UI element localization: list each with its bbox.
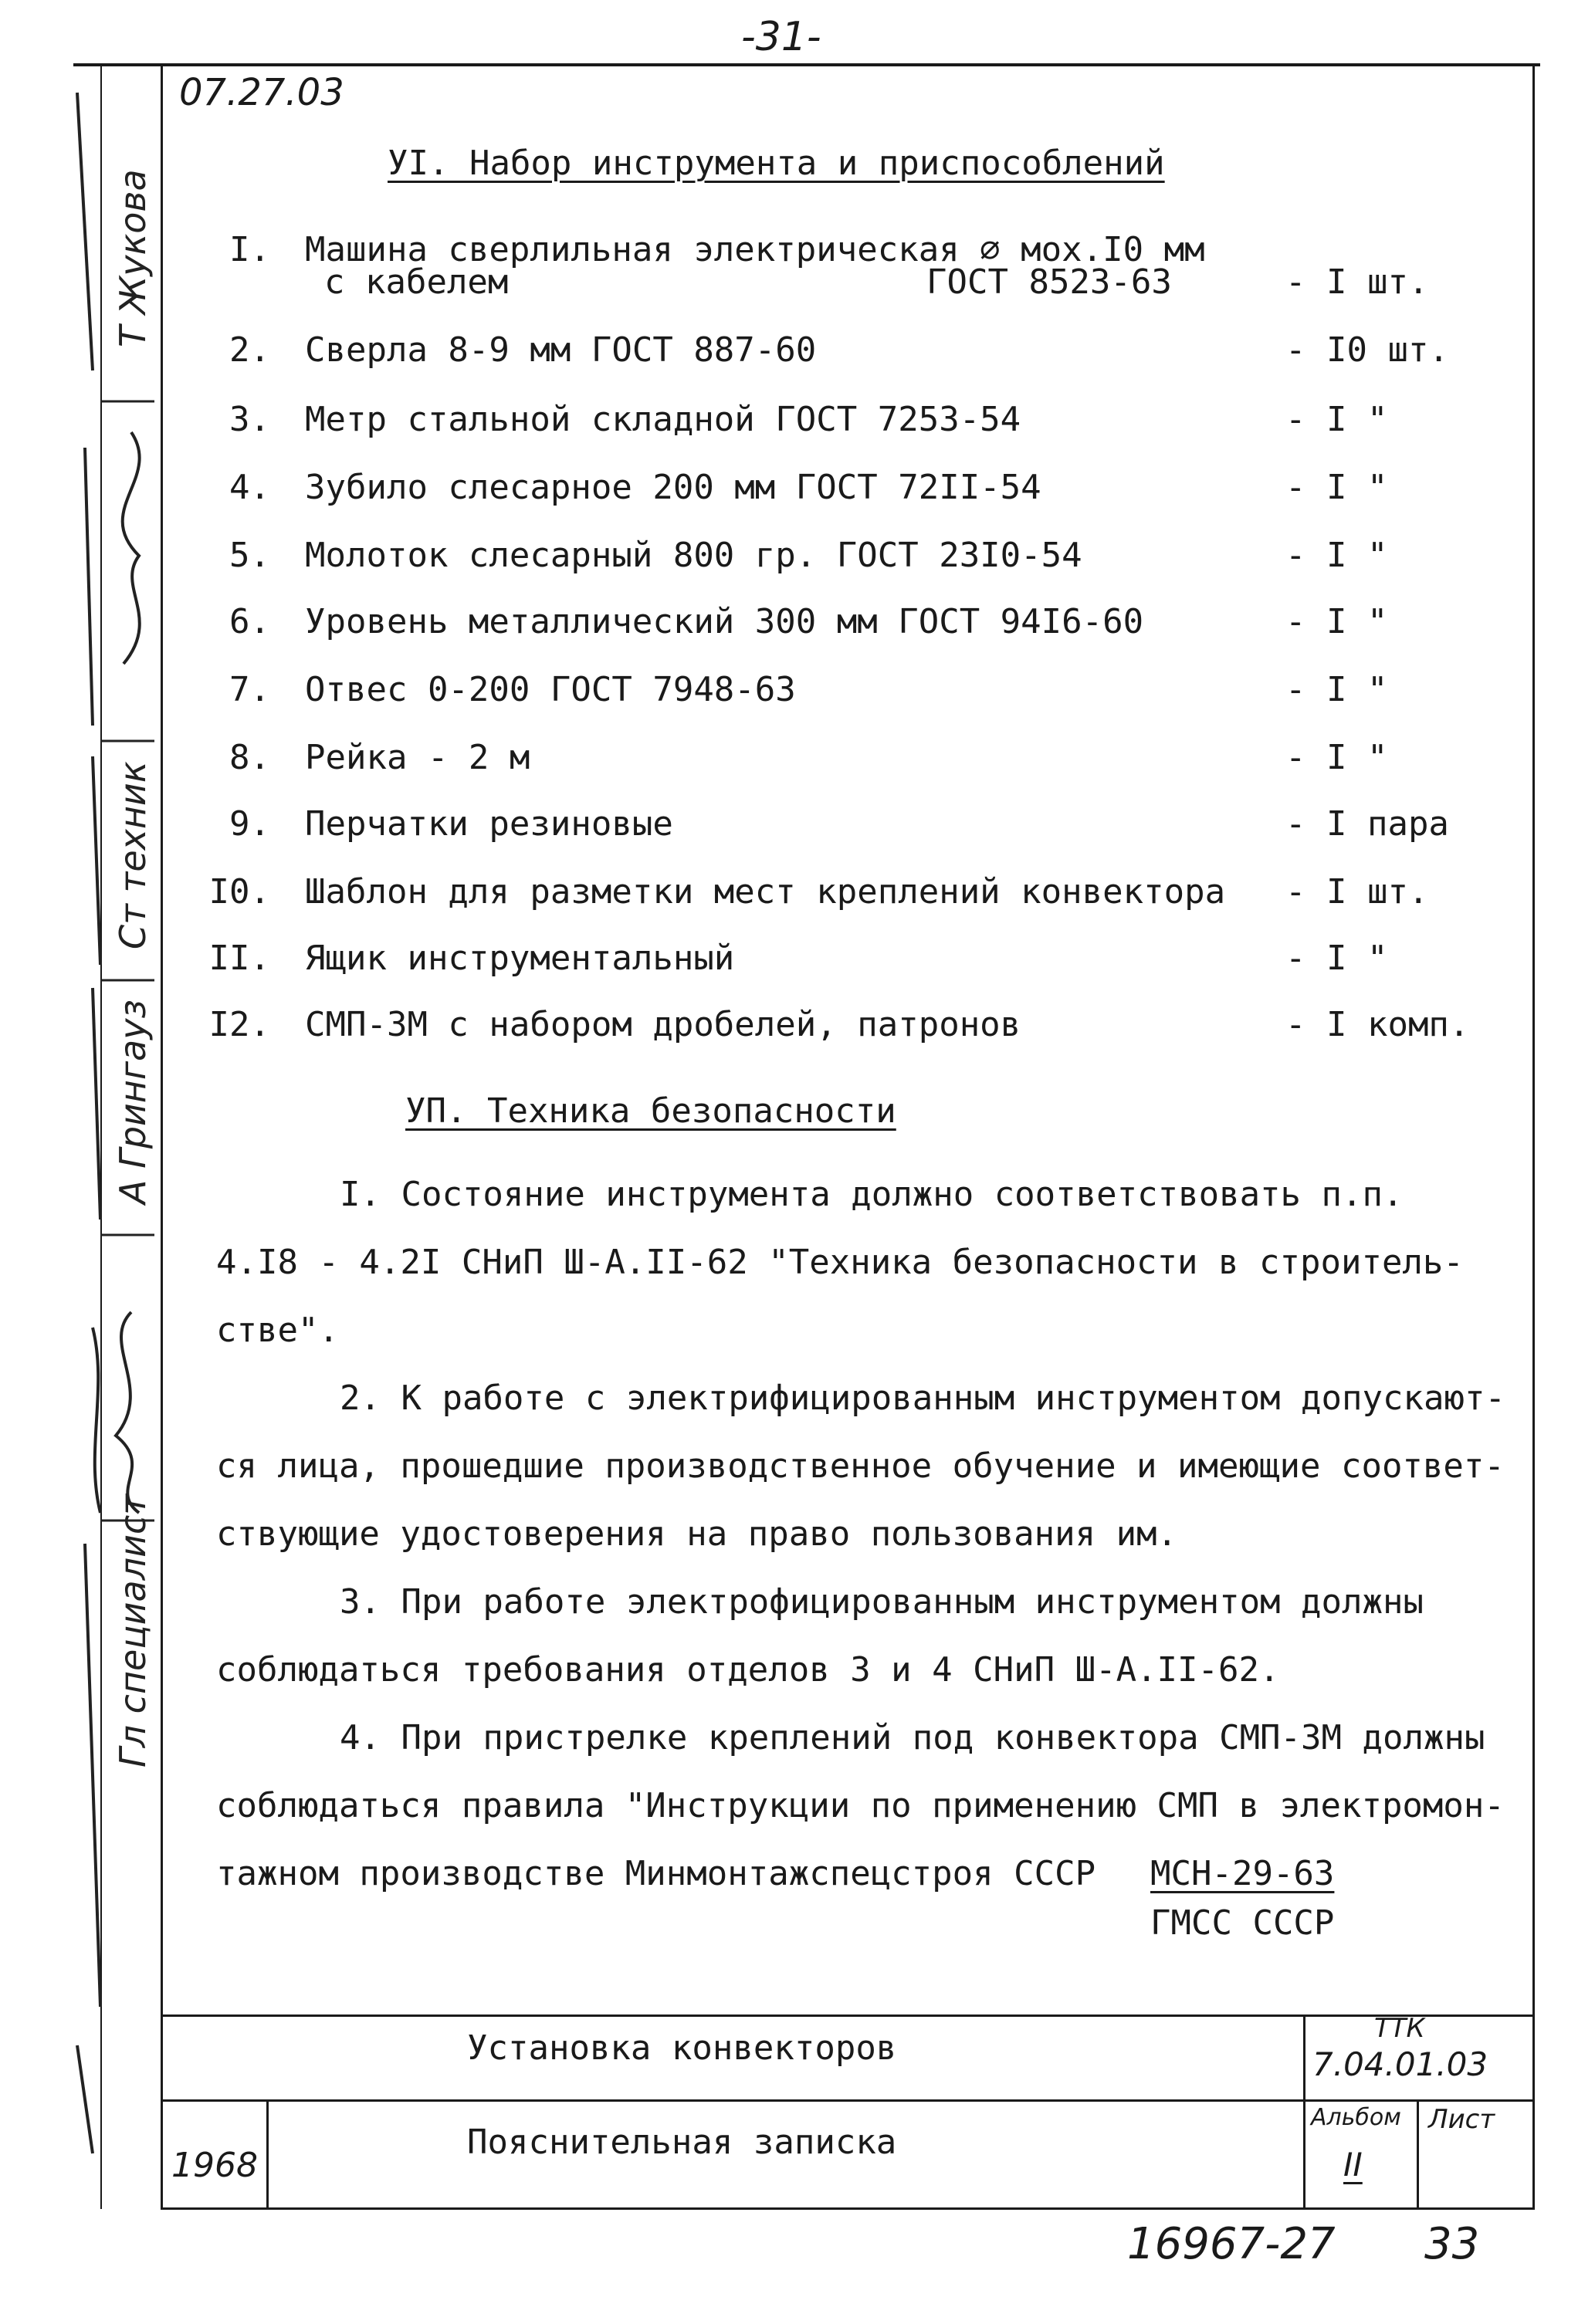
paragraph-line: стве".	[216, 1311, 339, 1350]
reference-bottom: ГМСС СССР	[1150, 1903, 1335, 1943]
item-number: 2.	[229, 330, 270, 370]
item-qty: - I "	[1285, 939, 1388, 978]
item-number: 6.	[229, 602, 270, 641]
item-text: Молоток слесарный 800 гр. ГОСТ 23I0-54	[305, 536, 1082, 575]
title-block-title: Установка конвекторов	[467, 2028, 897, 2068]
item-qty: - I "	[1285, 670, 1388, 709]
item-qty: - I "	[1285, 738, 1388, 777]
paragraph-line: I. Состояние инструмента должно соответствовать п.п.	[340, 1175, 1404, 1214]
item-text: Перчатки резиновые	[305, 804, 673, 844]
tb-year-divider	[266, 2099, 269, 2209]
item-text: Зубило слесарное 200 мм ГОСТ 72II-54	[305, 468, 1041, 507]
item-qty: - I "	[1285, 400, 1388, 439]
item-text: СМП-3М с набором дробелей, патронов	[305, 1005, 1021, 1044]
sheet-label: Лист	[1428, 2104, 1495, 2135]
item-text: Шаблон для разметки мест креплений конвектора	[305, 872, 1226, 912]
item-number: I2.	[208, 1005, 270, 1044]
section-7-title: УП. Техника безопасности	[405, 1091, 896, 1131]
paragraph-line: ствующие удостоверения на право пользования им.	[216, 1514, 1178, 1554]
paragraph-line: тажном производстве Минмонтажспецстроя СССР	[216, 1854, 1096, 1893]
tb-right-divider	[1303, 2014, 1305, 2209]
margin-stamp: А Грингауз	[112, 1000, 154, 1204]
item-number: 9.	[229, 804, 270, 844]
item-number: 5.	[229, 536, 270, 575]
item-number: I.	[229, 230, 270, 269]
item-text: Метр стальной складной ГОСТ 7253-54	[305, 400, 1021, 439]
tb-top	[161, 2014, 1535, 2017]
page-number: -31-	[741, 14, 821, 60]
margin-stamp: Т Жуковa	[112, 169, 154, 347]
reference-top: МСН-29-63	[1150, 1854, 1335, 1893]
tb-bottom	[161, 2207, 1535, 2210]
item-text: Отвес 0-200 ГОСТ 7948-63	[305, 670, 796, 709]
item-qty: - I0 шт.	[1285, 330, 1449, 370]
item-number: I0.	[208, 872, 270, 912]
item-qty: - I шт.	[1285, 872, 1429, 912]
ttk-code: 7.04.01.03	[1312, 2045, 1488, 2083]
margin-stamp: Гл специалист	[112, 1494, 154, 1768]
item-qty: - I "	[1285, 602, 1388, 641]
item-number: 8.	[229, 738, 270, 777]
item-gost: ГОСТ 8523-63	[926, 262, 1172, 302]
tb-mid	[161, 2099, 1535, 2102]
item-text: Рейка - 2 м	[305, 738, 530, 777]
item-number: 7.	[229, 670, 270, 709]
tb-sheet-divider	[1417, 2099, 1419, 2209]
item-qty: - I комп.	[1285, 1005, 1470, 1044]
paragraph-line: 4. При пристрелке креплений под конвектора СМП-3М должны	[340, 1718, 1485, 1757]
album-label: Альбом	[1311, 2104, 1401, 2131]
margin-stamp: Ст техник	[112, 761, 154, 949]
ttk-label: ТТК	[1374, 2013, 1425, 2044]
title-block-year: 1968	[171, 2146, 258, 2185]
footer-number: 33	[1424, 2219, 1480, 2269]
frame-top	[73, 63, 1540, 66]
item-text-cont: с кабелем	[324, 262, 509, 302]
paragraph-line: 3. При работе электрофицированным инструментом должны	[340, 1582, 1424, 1622]
paragraph-line: 4.I8 - 4.2I СНиП Ш-А.II-62 "Техника безопасности в строитель-	[216, 1243, 1464, 1282]
item-text: Сверла 8-9 мм ГОСТ 887-60	[305, 330, 817, 370]
title-block-subtitle: Пояснительная записка	[467, 2123, 897, 2162]
paragraph-line: ся лица, прошедшие производственное обучение и имеющие соответ-	[216, 1446, 1505, 1486]
footer-code: 16967-27	[1127, 2219, 1336, 2269]
item-number: 3.	[229, 400, 270, 439]
item-qty: - I шт.	[1285, 262, 1429, 302]
section-6-title: УI. Набор инструмента и приспособлений	[388, 144, 1165, 183]
doc-code: 07.27.03	[179, 71, 344, 114]
album-value: II	[1343, 2146, 1363, 2184]
frame-right	[1532, 63, 1535, 2209]
item-number: II.	[208, 939, 270, 978]
paragraph-line: 2. К работе с электрифицированным инструментом допускают-	[340, 1379, 1505, 1418]
item-qty: - I "	[1285, 468, 1388, 507]
item-text: Ящик инструментальный	[305, 939, 735, 978]
paragraph-line: соблюдаться правила "Инструкции по применению СМП в электромон-	[216, 1786, 1505, 1825]
paragraph-line: соблюдаться требования отделов 3 и 4 СНиП Ш-А.II-62.	[216, 1650, 1280, 1690]
item-text: Машина сверлильная электрическая ∅ мох.I0 мм	[305, 230, 1205, 269]
margin-signatures	[46, 77, 170, 2161]
item-text: Уровень металлический 300 мм ГОСТ 94I6-60	[305, 602, 1144, 641]
item-number: 4.	[229, 468, 270, 507]
item-qty: - I пара	[1285, 804, 1449, 844]
item-qty: - I "	[1285, 536, 1388, 575]
